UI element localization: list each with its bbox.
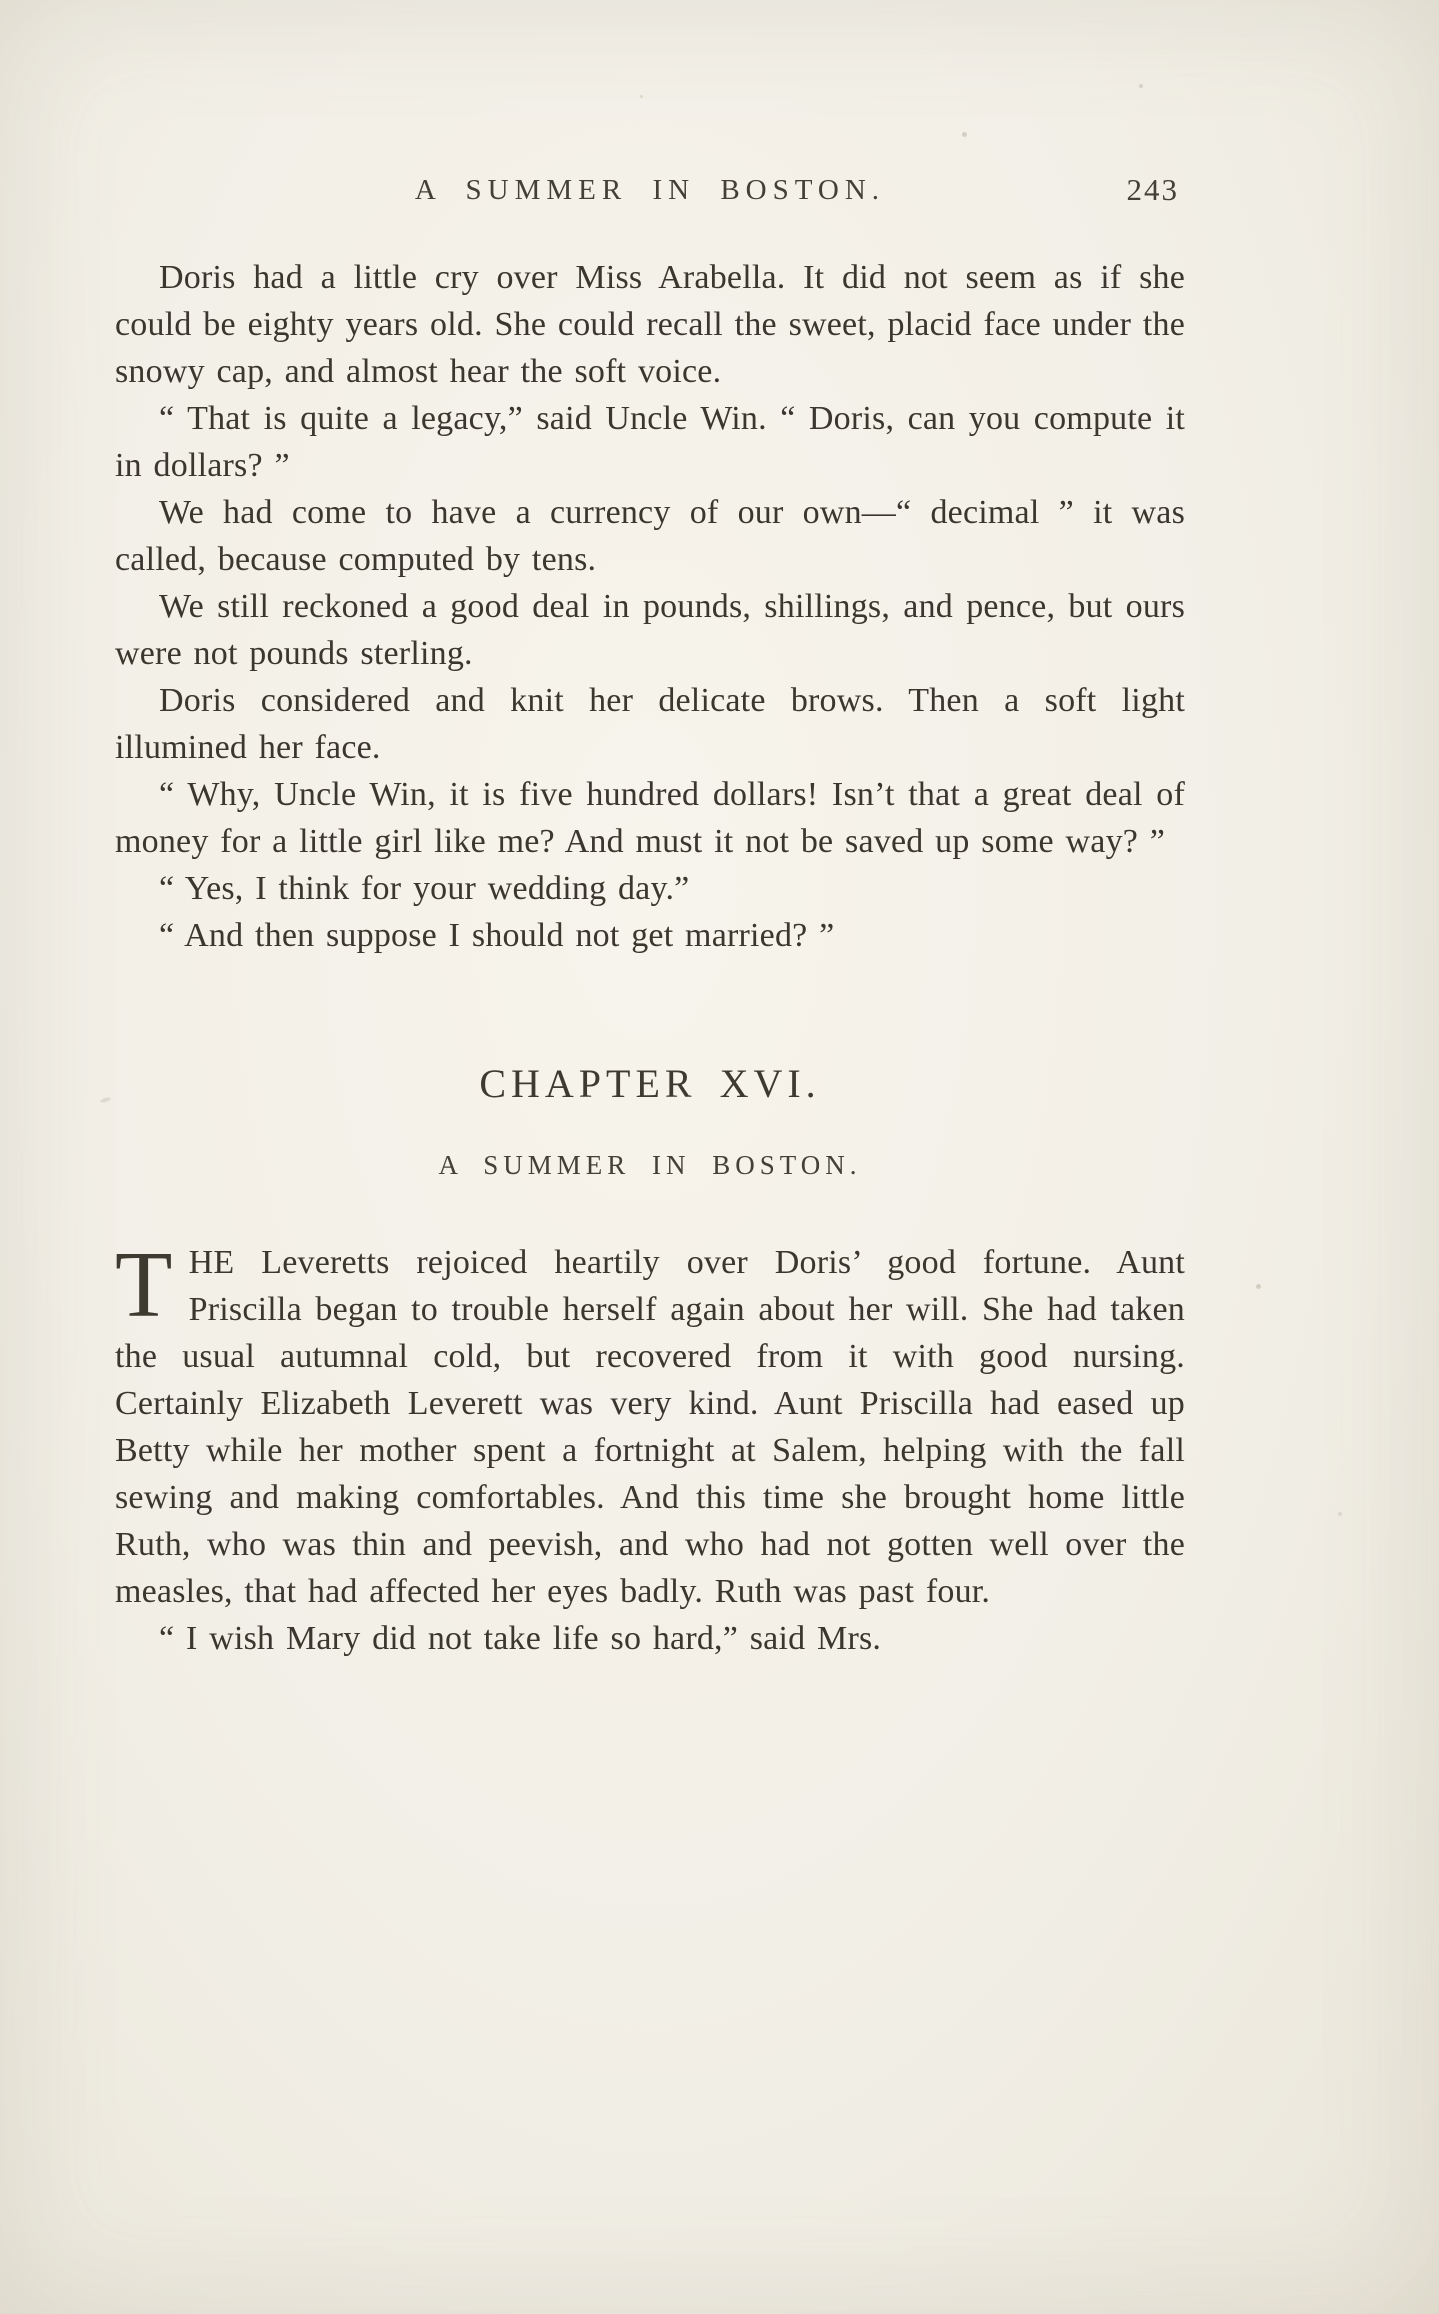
chapter-subtitle: A SUMMER IN BOSTON.: [438, 1150, 862, 1180]
scan-speck: [640, 95, 643, 98]
text-column: [115, 172, 1185, 1662]
paragraph: “ Why, Uncle Win, it is five hundred dollars! Isn’t that a great deal of money for a little girl like me? And must it not be saved up some way? ”: [115, 776, 1185, 860]
paragraph: We had come to have a currency of our own—“ decimal ” it was called, because computed by tens.: [115, 494, 1185, 578]
paragraph: Doris considered and knit her delicate brows. Then a soft light illumined her face.: [115, 682, 1185, 766]
chapter-heading: CHAPTER XVI.: [479, 1061, 821, 1106]
paragraph: “ That is quite a legacy,” said Uncle Win. “ Doris, can you compute it in dollars? ”: [115, 400, 1185, 484]
chapter-text: [115, 1233, 1185, 1662]
paragraph: Doris had a little cry over Miss Arabella. It did not seem as if she could be eighty years old. She could recall the sweet, placid face under the snowy cap, and almost hear the soft voice.: [115, 259, 1185, 390]
running-header: [115, 172, 1185, 208]
opening-paragraph-text: HE Leveretts rejoiced heartily over Doris’ good fortune. Aunt Priscilla began to trouble herself again about her will. She had taken the usual autumnal cold, but recovered from it with good nursing. Certainly Elizabeth Leverett was very kind. Aunt Priscilla had eased up Betty while her mother spent a fortnight at Salem, helping with the fall sewing and making comfortables. And this time she brought home little Ruth, who was thin and peevish, and who had not gotten well over the measles, that had affected her eyes badly. Ruth was past four.: [115, 1244, 1185, 1610]
scan-speck: [1338, 1512, 1342, 1516]
scan-speck: [1139, 84, 1143, 88]
paragraph: “ I wish Mary did not take life so hard,” said Mrs.: [159, 1620, 882, 1657]
running-header-title: A SUMMER IN BOSTON.: [414, 174, 886, 206]
scan-speck: [100, 1096, 112, 1103]
paragraph: “ Yes, I think for your wedding day.”: [159, 870, 690, 907]
drop-cap-letter: T: [115, 1233, 173, 1337]
previous-chapter-text: [115, 254, 1185, 959]
page-number: 243: [1126, 172, 1179, 207]
chapter-opening-paragraph: [115, 1233, 1185, 1615]
paragraph: “ And then suppose I should not get married? ”: [159, 917, 835, 954]
paragraph: We still reckoned a good deal in pounds, shillings, and pence, but ours were not pounds sterling.: [115, 588, 1185, 672]
scan-speck: [962, 132, 967, 137]
scan-speck: [1256, 1284, 1261, 1289]
